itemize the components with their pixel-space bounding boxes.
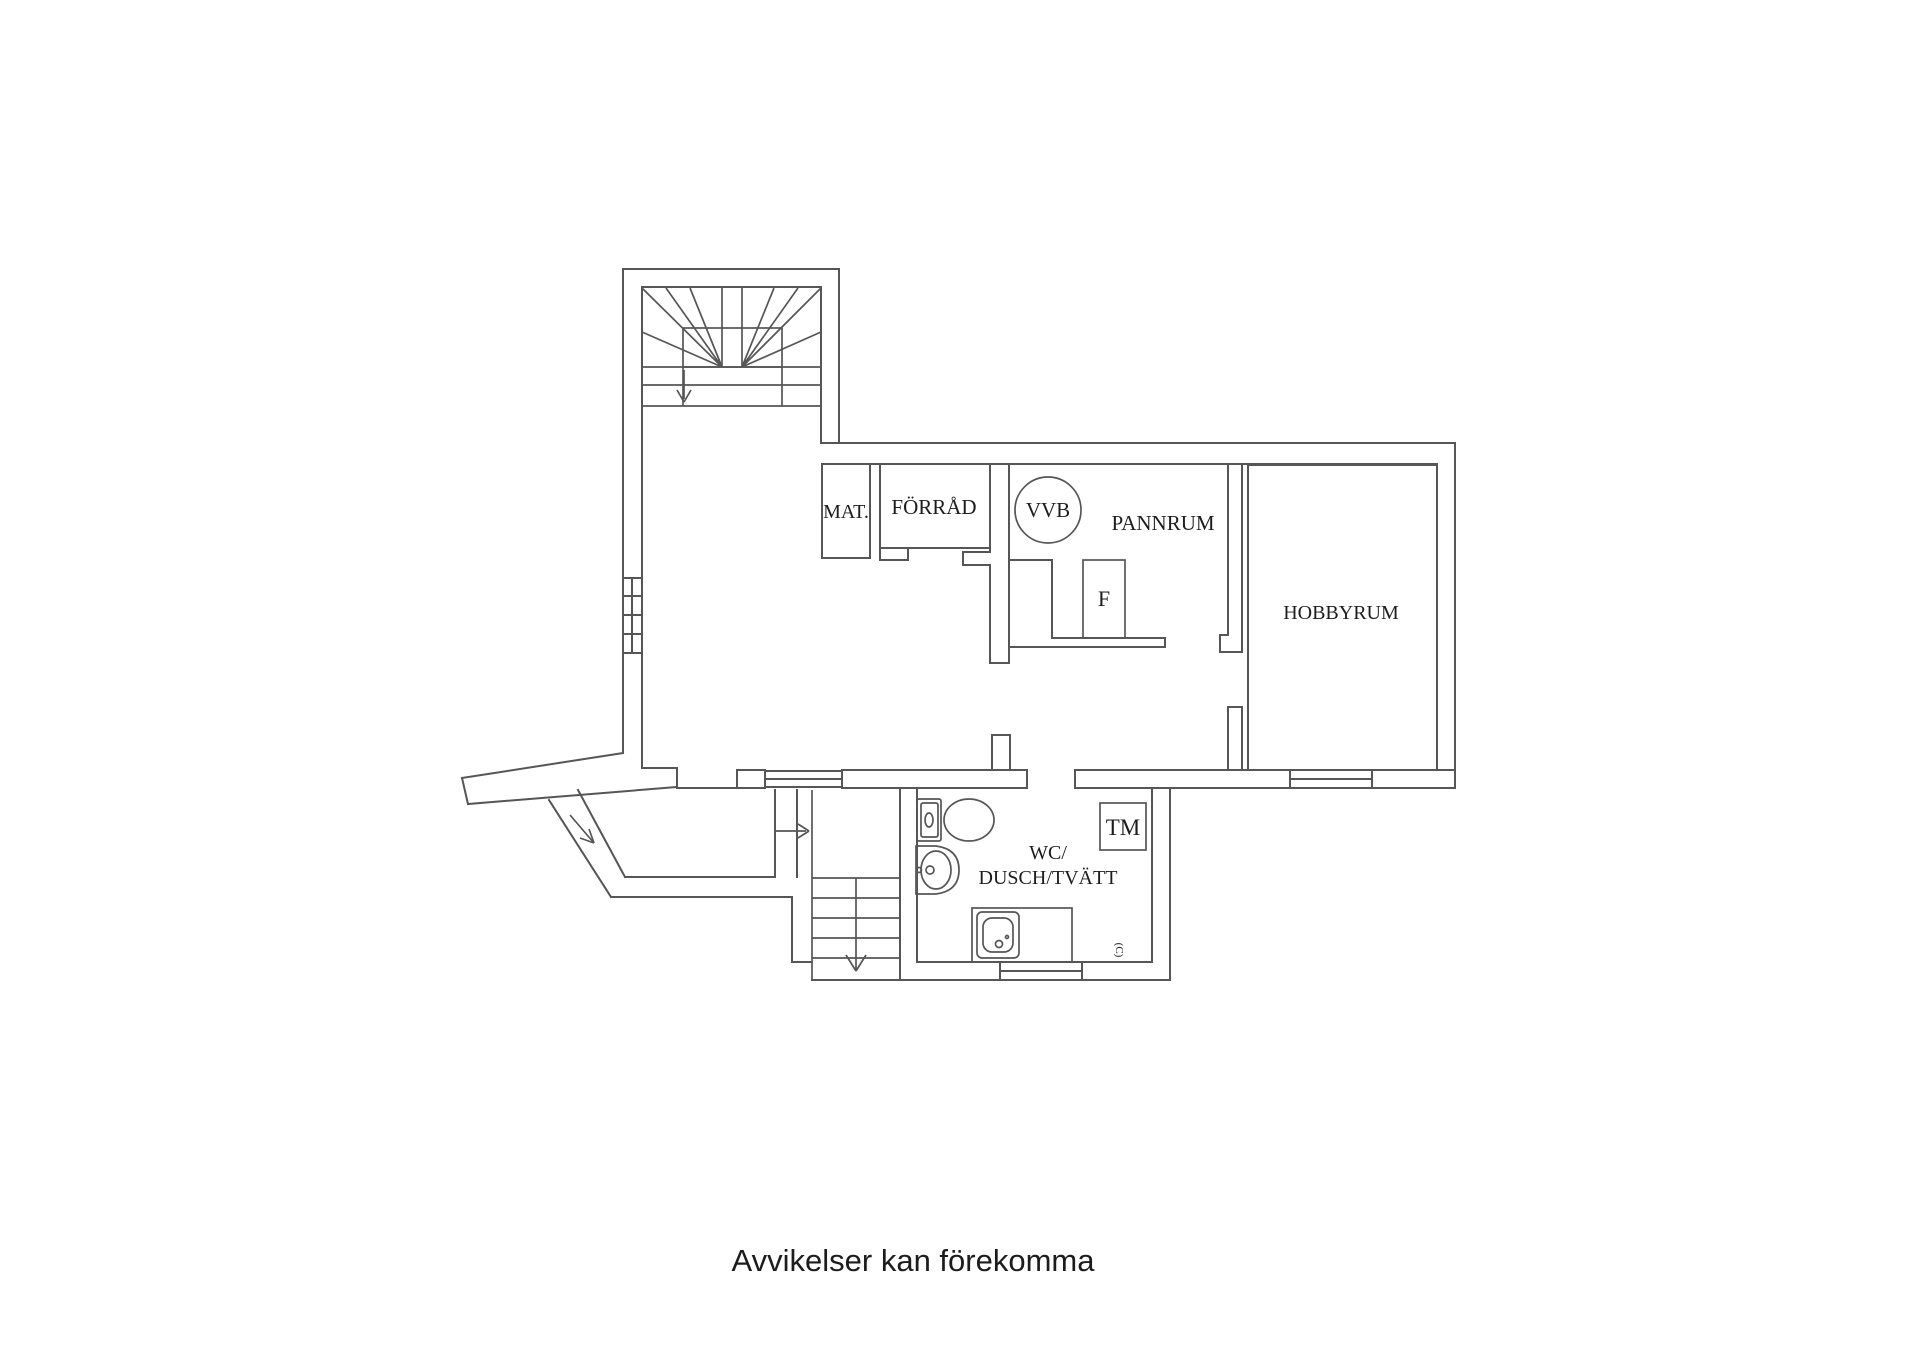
- stairs-down-arrow-upper: [677, 370, 691, 402]
- room-label-pannrum: PANNRUM: [1111, 511, 1215, 535]
- stairs-down-arrow-lower: [846, 878, 866, 971]
- hall-doorway-threshold: [765, 771, 842, 787]
- washing-machine-label: TM: [1105, 815, 1141, 840]
- room-label-mat: MAT.: [823, 501, 869, 523]
- laundry-sink-counter: [972, 908, 1072, 962]
- entry-ramp: [462, 753, 677, 897]
- copyright-mark: (C): [1113, 942, 1125, 958]
- disclaimer-caption: Avvikelser kan förekomma: [731, 1243, 1095, 1278]
- passage-entry-arrow: [775, 824, 809, 838]
- room-label-forrad: FÖRRÅD: [891, 495, 977, 519]
- water-heater-label: VVB: [1025, 498, 1071, 522]
- wall-hatch-window: [623, 578, 642, 653]
- room-label-hobbyrum: HOBBYRUM: [1283, 602, 1399, 624]
- room-label-wc-line1: WC/: [1029, 842, 1067, 864]
- room-label-wc-line2: DUSCH/TVÄTT: [978, 867, 1118, 889]
- door-jamb: [737, 770, 765, 788]
- stairwell-upper: [642, 287, 821, 406]
- direction-arrows: [570, 815, 809, 843]
- window-bottom: [1000, 962, 1082, 980]
- washbasin: [916, 846, 959, 894]
- toilet: [917, 799, 994, 841]
- stairs-lower: [812, 790, 900, 980]
- freezer-label: F: [1097, 586, 1111, 611]
- window-hobbyrum: [1290, 770, 1372, 788]
